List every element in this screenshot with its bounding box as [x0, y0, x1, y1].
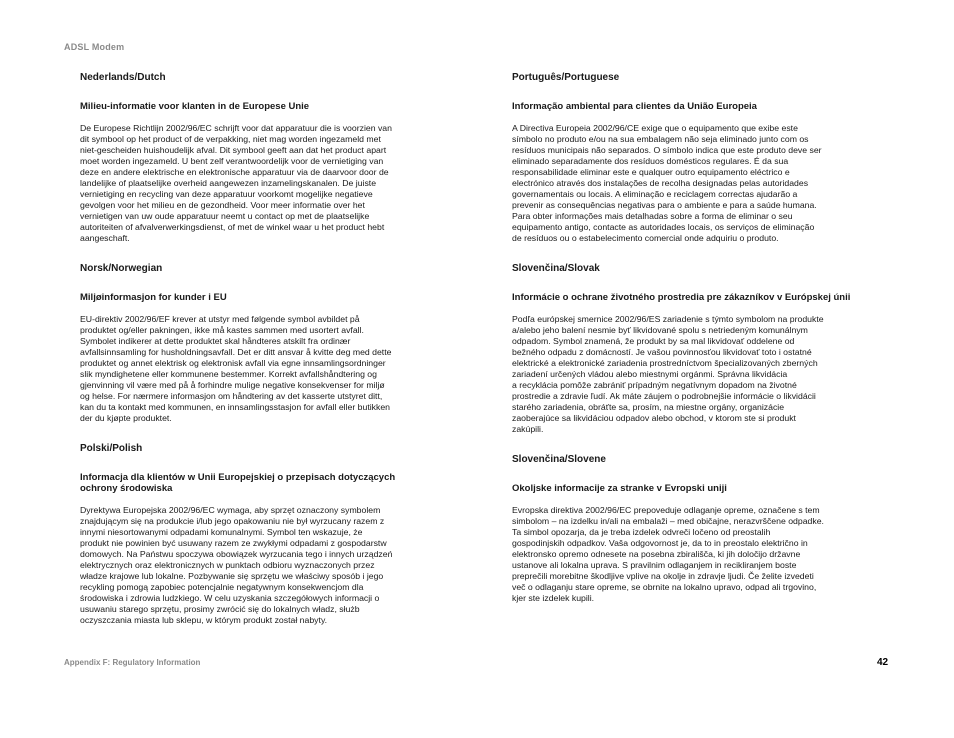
- section-heading: Milieu-informatie voor klanten in de Europese Unie: [80, 101, 310, 112]
- document-header: ADSL Modem: [64, 42, 125, 52]
- section-portuguese: [512, 72, 892, 244]
- section-body: Evropska direktiva 2002/96/EC prepoveduje odlaganje opreme, označene s tem simbolom – na izdelku in/ali na embalaži – med običajne, nerazvrščene odpadke. Ta simbol opozarja, da je treba izdelek odvreči ločeno od preostalih gospodinjskih odpadkov. Vaša odgovornost je, da to in preostalo električno in elektronsko opremo odnesete na posebna zbirališča, ki jih določijo državne ustanove ali lokalna uprava. S pravilnim odlaganjem in recikliranjem boste preprečili morebitne škodljive vplive na okolje in zdravje ljudi. Če želite izvedeti več o odlaganju stare opreme, se obrnite na lokalno upravo, odpad ali trgovino, kjer ste izdelek kupili.: [512, 505, 824, 603]
- section-heading: Okoljske informacije za stranke v Evropski uniji: [512, 483, 727, 494]
- section-body: Dyrektywa Europejska 2002/96/EC wymaga, aby sprzęt oznaczony symbolem znajdującym się na produkcie i/lub jego opakowaniu nie był wyrzucany razem z innymi niesortowanymi odpadami komunalnymi. Symbol ten wskazuje, że produkt nie powinien być usuwany razem ze zwykłymi odpadami z gospodarstw domowych. Na Państwu spoczywa obowiązek wyrzucania tego i innych urządzeń elektrycznych oraz elektronicznych w punktach odbioru wyznaczonych przez władze krajowe lub lokalne. Pozbywanie się sprzętu we właściwy sposób i jego recykling pomogą zapobiec potencjalnie negatywnym konsekwencjom dla środowiska i zdrowia ludzkiego. W celu uzyskania szczegółowych informacji o usuwaniu starego sprzętu, prosimy zwrócić się do lokalnych władz, służb oczyszczania miasta lub sklepu, w którym produkt został nabyty.: [80, 505, 393, 625]
- language-title: Norsk/Norwegian: [80, 263, 163, 274]
- section-body: De Europese Richtlijn 2002/96/EC schrijft voor dat apparatuur die is voorzien van dit symbool op het product of de verpakking, niet mag worden ingezameld met niet-gescheiden huishoudelijk afval. Dit symbool geeft aan dat het product apart moet worden ingezameld. U bent zelf verantwoordelijk voor de vernietiging van deze en andere elektrische en elektronische apparatuur via de daarvoor door de landelijke of plaatselijke overheid aangewezen inzamelingskanalen. De juiste vernietiging en recycling van deze apparatuur voorkomt mogelijke negatieve gevolgen voor het milieu en de gezondheid. Voor meer informatie over het vernietigen van uw oude apparatuur neemt u contact op met de plaatselijke autoriteiten of afvalverwerkingsdienst, of met de winkel waar u het product hebt aangeschaft.: [80, 123, 392, 243]
- section-body: A Directiva Europeia 2002/96/CE exige que o equipamento que exibe este símbolo no produto e/ou na sua embalagem não seja eliminado junto com os resíduos municipais não separados. O símbolo indica que este produto deve ser eliminado separadamente dos resíduos domésticos regulares. É da sua responsabilidade eliminar este e qualquer outro equipamento eléctrico e electrónico através dos instalações de recolha designadas pelas autoridades governamentais ou locais. A eliminação e reciclagem correctas ajudarão a prevenir as consequências negativas para o ambiente e para a saúde humana. Para obter informações mais detalhadas sobre a forma de eliminar o seu equipamento antigo, contacte as autoridades locais, os serviços de eliminação de resíduos ou o estabelecimento comercial onde adquiriu o produto.: [512, 123, 822, 243]
- language-title: Português/Portuguese: [512, 72, 620, 83]
- section-heading: Informacja dla klientów w Unii Europejskiej o przepisach dotyczących ochrony środowiska: [80, 472, 396, 494]
- language-title: Slovenčina/Slovene: [512, 454, 606, 465]
- section-heading: Informácie o ochrane životného prostredia pre zákazníkov v Európskej únii: [512, 292, 851, 303]
- left-column: [80, 72, 460, 626]
- section-slovene: [512, 454, 892, 604]
- section-body: EU-direktiv 2002/96/EF krever at utstyr med følgende symbol avbildet på produktet og/eller pakningen, ikke må kastes sammen med usortert avfall. Symbolet indikerer at dette produktet skal håndteres atskilt fra ordinær avfallsinnsamling for husholdningsavfall. Det er ditt ansvar å kvitte deg med dette produktet og annet elektrisk og elektronisk avfall via egne innsamlingsordninger slik myndighetene eller kommunene bestemmer. Korrekt avfallshåndtering og gjenvinning vil være med på å forhindre mulige negative konsekvenser for miljø og helse. For nærmere informasjon om håndtering av det kasserte utstyret ditt, kan du ta kontakt med kommunen, en innsamlingsstasjon for avfall eller butikken der du kjøpte produktet.: [80, 314, 392, 423]
- section-body: Podľa európskej smernice 2002/96/ES zariadenie s týmto symbolom na produkte a/alebo jeho balení nesmie byť likvidované spolu s netriedeným komunálnym odpadom. Symbol znamená, že produkt by sa mal likvidovať oddelene od bežného odpadu z domácností. Je vašou povinnosťou likvidovať toto i ostatné elektrické a elektronické zariadenia prostredníctvom špecializovaných zberných zariadení určených vládou alebo miestnymi orgánmi. Správna likvidácia a recyklácia pomôže zabrániť prípadným negatívnym dopadom na životné prostredie a zdravie ľudí. Ak máte záujem o podrobnejšie informácie o likvidácii starého zariadenia, obráťte sa, prosím, na miestne orgány, organizácie zaoberajúce sa likvidáciou odpadov alebo obchod, v ktorom ste si produkt zakúpili.: [512, 314, 824, 434]
- page-number: 42: [877, 657, 889, 668]
- section-heading: Informação ambiental para clientes da União Europeia: [512, 101, 757, 112]
- language-title: Nederlands/Dutch: [80, 72, 166, 83]
- section-dutch: [80, 72, 460, 244]
- document-footer: Appendix F: Regulatory Information: [64, 658, 201, 667]
- section-polish: [80, 443, 460, 626]
- section-slovak: [512, 263, 892, 435]
- section-norwegian: [80, 263, 460, 424]
- language-title: Polski/Polish: [80, 443, 143, 454]
- language-title: Slovenčina/Slovak: [512, 263, 600, 274]
- right-column: [512, 72, 892, 604]
- section-heading: Miljøinformasjon for kunder i EU: [80, 292, 227, 303]
